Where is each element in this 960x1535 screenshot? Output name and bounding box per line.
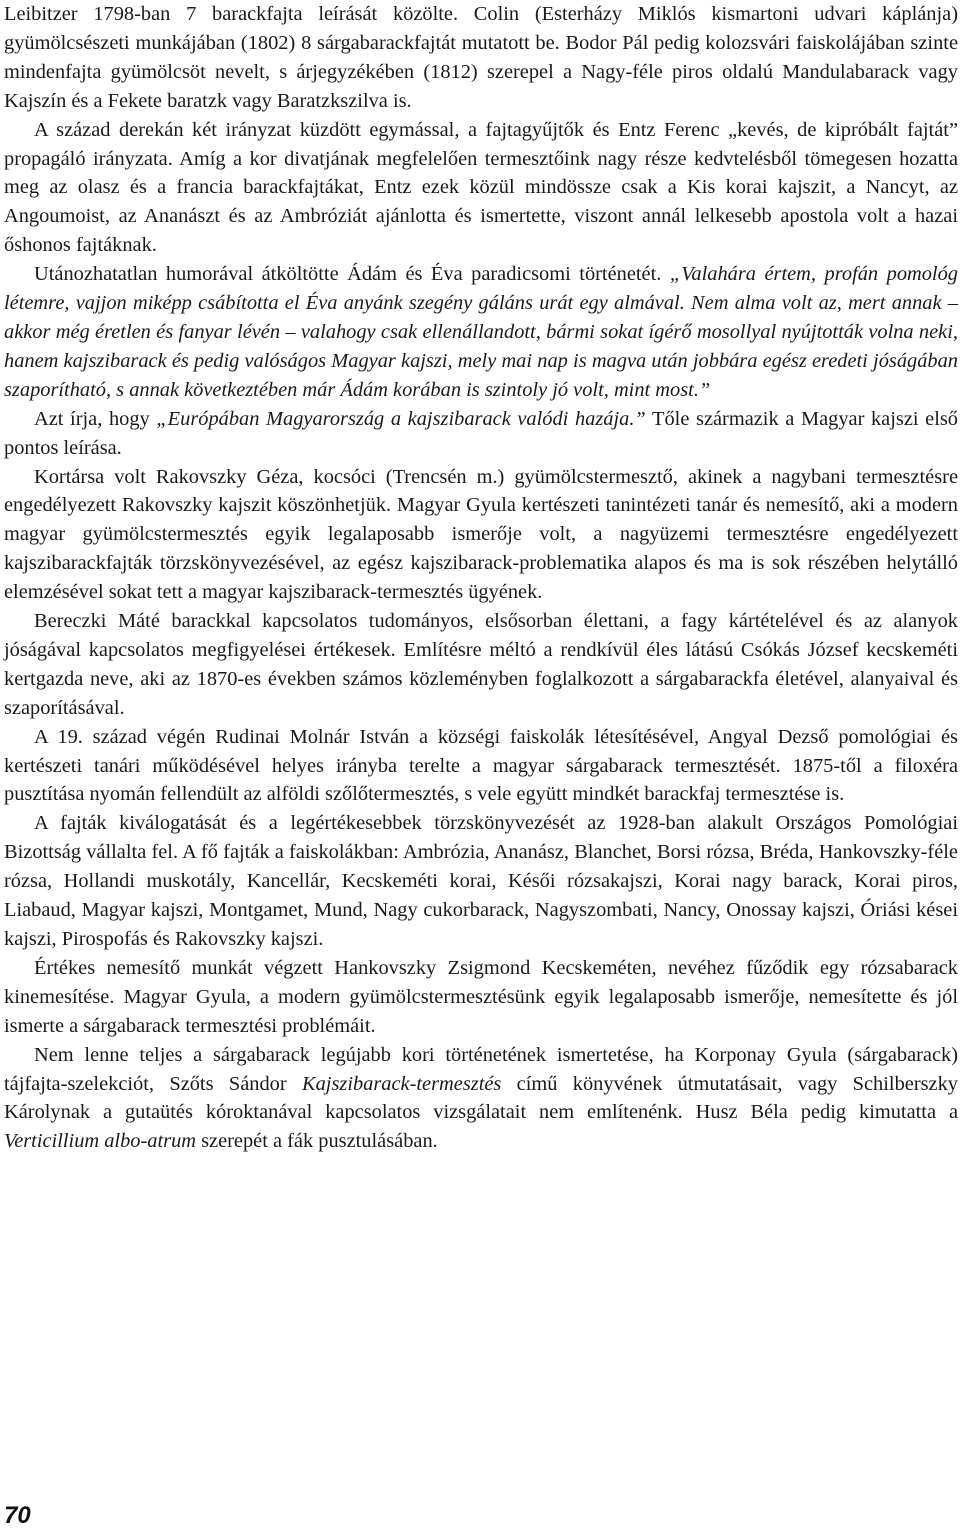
paragraph-4 [4, 405, 958, 463]
text-run: Azt írja, hogy [34, 407, 157, 430]
paragraph-10 [4, 1041, 958, 1157]
paragraph-9 [4, 954, 958, 1041]
page-body [4, 0, 958, 1156]
italic-run: „Valahára értem, profán pomológ létemre, vajjon miképp csábította el Éva anyánk szegény gáláns urát egy almával. Nem alma volt az, mert annak – akkor még éretlen és fanyar lévén – valahogy csak ellenállandott, bármi sokat ígérő mosollyal nyújtották volna neki, hanem kajszibarack és pedig valóságos Magyar kajszi, mely mai nap is magva után jobbára egész eredeti jóságában szaporítható, s annak következtében már Ádám korában is szintoly jó volt, mint most.” [4, 263, 958, 401]
paragraph-6 [4, 607, 958, 723]
text-run: Kortársa volt Rakovszky Géza, kocsóci (Trencsén m.) gyümölcstermesztő, akinek a nagybani termesztésre engedélyezett Rakovszky kajszit köszönhetjük. Magyar Gyula kertészeti tanintézeti tanár és nemesítő, aki a modern magyar gyümölcstermesztés egyik legalaposabb ismerője volt, a nagyüzemi termesztésre engedélyezett kajszibarackfajták törzskönyvezésével, az egész kajszibarack-problematika alapos és ma is sok részében helytálló elemzésével sokat tett a magyar kajszibarack-termesztés ügyének. [4, 465, 958, 604]
text-run: A fajták kiválogatását és a legértékesebbek törzskönyvezését az 1928-ban alakult Országos Pomológiai Bizottság vállalta fel. A fő fajták a faiskolákban: Ambrózia, Ananász, Blanchet, Borsi rózsa, Bréda, Hankovszky-féle rózsa, Hollandi muskotály, Kancellár, Kecskeméti korai, Késői rózsakajszi, Korai nagy barack, Korai piros, Liabaud, Magyar kajszi, Montgamet, Mund, Nagy cukorbarack, Nagyszombati, Nancy, Onossay kajszi, Óriási kései kajszi, Pirospofás és Rakovszky kajszi. [4, 812, 958, 950]
paragraph-3 [4, 260, 958, 405]
page-number: 70 [4, 1502, 31, 1529]
paragraph-2 [4, 116, 958, 261]
paragraph-8 [4, 809, 958, 954]
text-run: A 19. század végén Rudinai Molnár István a községi faiskolák létesítésével, Angyal Dezső pomológiai és kertészeti tanári működésével helyes irányba terelte a magyar sárgabarack termesztését. 1875-től a filoxéra pusztítása nyomán fellendült az alföldi szőlőtermesztés, s vele együtt mindkét barackfaj termesztése is. [4, 725, 958, 806]
text-run: A század derekán két irányzat küzdött egymással, a fajtagyűjtők és Entz Ferenc „kevés, de kipróbált fajtát” propagáló irányzata. Amíg a kor divatjának megfelelően termesztőink nagy része kedvtelésből tömegesen hozatta meg az olasz és a francia barackfajtákat, Entz ezek közül mindössze csak a Kis korai kajszit, a Nancyt, az Angoumoist, az Ananászt és az Ambróziát ajánlotta és ismertette, viszont annál lelkesebb apostola volt a hazai őshonos fajtáknak. [4, 118, 958, 257]
text-run: Bereczki Máté barackkal kapcsolatos tudományos, elsősorban élettani, a fagy kártételével és az alanyok jóságával kapcsolatos megfigyelései értékesek. Említésre méltó a rendkívül éles látású Csókás József kecskeméti kertgazda neve, aki az 1870-es években számos közleményben foglalkozott a sárgabarackfa életével, alanyaival és szaporításával. [4, 610, 958, 719]
italic-run: Verticillium albo-atrum [4, 1130, 196, 1153]
paragraph-5 [4, 463, 958, 608]
italic-run: Kajszibarack-termesztés [301, 1072, 502, 1095]
italic-run: „Európában Magyarország a kajszibarack valódi hazája.” [156, 407, 646, 430]
text-run: Nem lenne teljes a sárgabarack legújabb kori történetének ismertetése, ha Korponay Gyula (sárgabarack) tájfajta-szelekciót, Szőts Sándor [4, 1043, 958, 1095]
paragraph-7 [4, 723, 958, 810]
text-run: szerepét a fák pusztulásában. [196, 1130, 438, 1153]
text-run: Utánozhatatlan humorával átköltötte Ádám és Éva paradicsomi történetét. [34, 263, 670, 286]
paragraph-1 [4, 0, 958, 116]
text-run: Leibitzer 1798-ban 7 barackfajta leírását közölte. Colin (Esterházy Miklós kismartoni udvari káplánja) gyümölcsészeti munkájában (1802) 8 sárgabarackfajtát mutatott be. Bodor Pál pedig kolozsvári faiskolájában szinte mindenfajta gyümölcsöt nevelt, s árjegyzékében (1812) szerepel a Nagy-féle piros oldalú Mandulabarack vagy Kajszín és a Fekete baratzk vagy Baratzkszilva is. [4, 3, 958, 112]
text-run: című könyvének útmutatásait, vagy Schilberszky Károlynak a gutaütés kóroktanával kapcsolatos vizsgálatait nem említenénk. Husz Béla pedig kimutatta a [4, 1072, 958, 1124]
text-run: Értékes nemesítő munkát végzett Hankovszky Zsigmond Kecskeméten, nevéhez fűződik egy rózsabarack kinemesítése. Magyar Gyula, a modern gyümölcstermesztésünk egyik legalaposabb ismerője, nemesítette és jól ismerte a sárgabarack termesztési problémáit. [4, 956, 958, 1037]
text-run: Tőle származik a Magyar kajszi első pontos leírása. [4, 407, 958, 459]
